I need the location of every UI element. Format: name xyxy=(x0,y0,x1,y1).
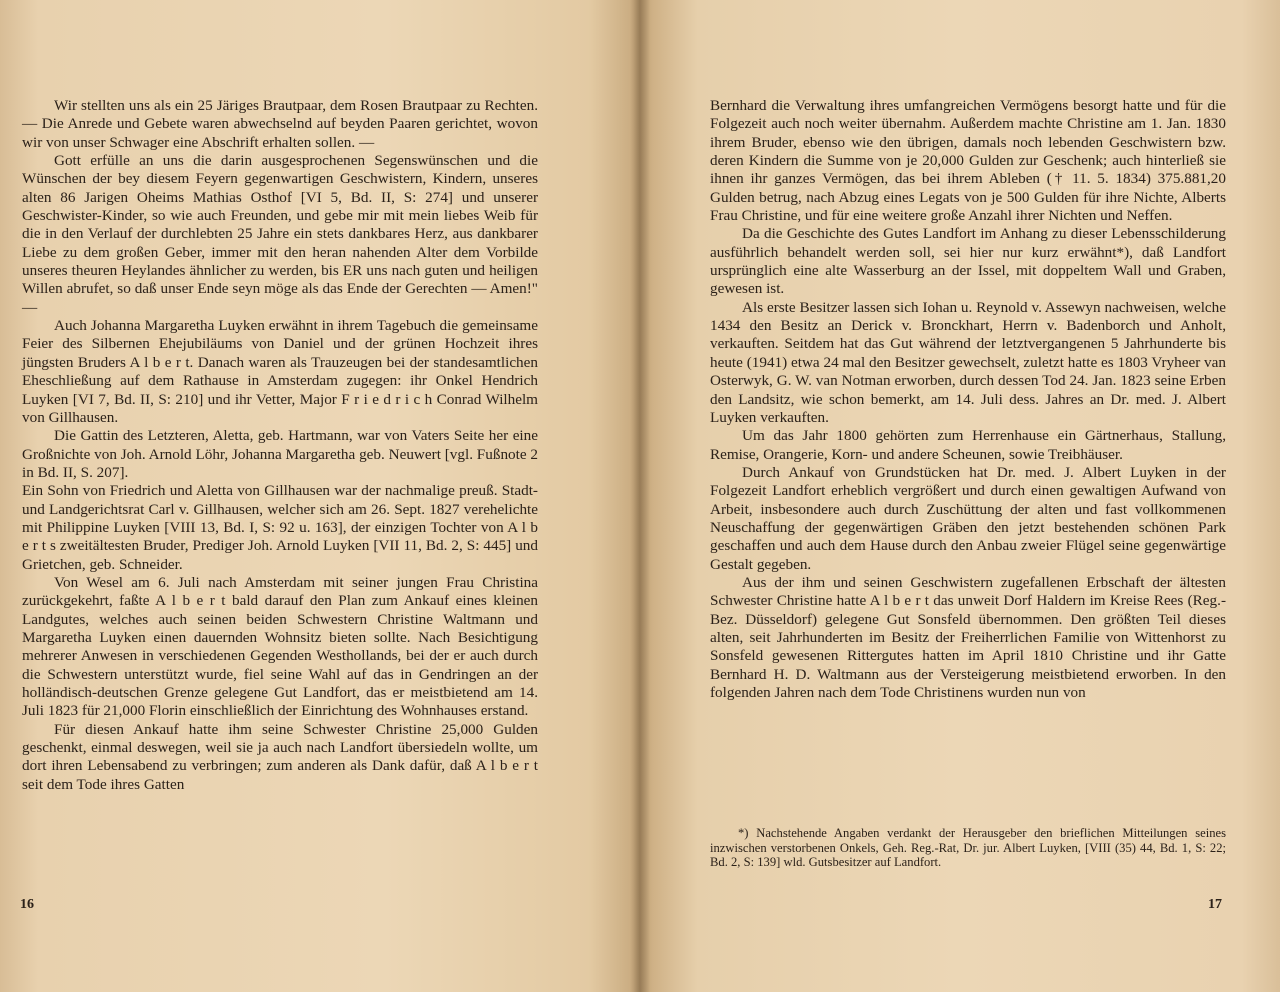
right-page-text xyxy=(710,97,1226,702)
paragraph: Ein Sohn von Friedrich und Aletta von Gillhausen war der nachmalige preuß. Stadt- und Landgerichtsrat Carl v. Gillhausen, welcher sich am 26. Sept. 1827 verehelichte mit Philippine Luyken [VIII 13, Bd. I, S: 92 u. 163], der einzigen Tochter von A l b e r t s zweitältesten Bruder, Prediger Joh. Arnold Luyken [VII 11, Bd. 2, S: 445] und Grietchen, geb. Schneider. xyxy=(22,482,538,573)
paragraph: Von Wesel am 6. Juli nach Amsterdam mit seiner jungen Frau Christina zurückgekehrt, faßte A l b e r t bald darauf den Plan zum Ankauf eines kleinen Landgutes, welches auch seinen beiden Schwestern Christine Waltmann und Margaretha Luyken einen dauernden Wohnsitz bieten sollte. Nach Besichtigung mehrerer Anwesen in verschiedenen Gegenden Westhollands, bei der er auch durch die Schwestern unterstützt wurde, fiel seine Wahl auf das in Gendringen an der holländisch-deutschen Grenze gelegene Gut Landfort, das er meistbietend am 14. Juli 1823 für 21,000 Florin einschließlich der Einrichtung des Wohnhauses erstand. xyxy=(22,573,538,720)
paragraph: Um das Jahr 1800 gehörten zum Herrenhause ein Gärtnerhaus, Stallung, Remise, Orangerie, Korn- und andere Scheunen, sowie Treibhäuser. xyxy=(710,427,1226,463)
paragraph: Aus der ihm und seinen Geschwistern zugefallenen Erbschaft der ältesten Schwester Christine hatte A l b e r t das unweit Dorf Haldern im Kreise Rees (Reg.-Bez. Düsseldorf) gelegene Gut Sonsfeld übernommen. Den größten Teil dieses alten, seit Jahrhunderten im Besitz der Freiherrlichen Familie von Wittenhorst zu Sonsfeld gewesenen Rittergutes hatten im April 1810 Christine und ihr Gatte Bernhard H. D. Waltmann aus der Versteigerung meistbietend erworben. In den folgenden Jahren nach dem Tode Christinens wurden nun von xyxy=(710,573,1226,701)
paragraph: Als erste Besitzer lassen sich Iohan u. Reynold v. Assewyn nachweisen, welche 1434 den Besitz an Derick v. Bronckhart, Herrn v. Badenborch und Anholt, verkauften. Seitdem hat das Gut während der letztvergangenen 5 Jahrhunderte bis heute (1941) etwa 24 mal den Besitzer gewechselt, zuletzt hatte es 1803 Vryheer van Osterwyk, G. W. van Notman erworben, durch dessen Tod 24. Jan. 1823 seine Erben den Landsitz, wie schon bemerkt, am 14. Juli dess. Jahres an Dr. med. J. Albert Luyken verkauften. xyxy=(710,298,1226,426)
paragraph: Durch Ankauf von Grundstücken hat Dr. med. J. Albert Luyken in der Folgezeit Landfort erheblich vergrößert und durch einen gewaltigen Aufwand von Arbeit, insbesondere auch durch Zuschüttung der alten und fast vollkommenen Neuschaffung der gegenwärtigen Gräben den jetzt bestehenden schönen Park geschaffen und auch dem Hause durch den Anbau zweier Flügel seine gegenwärtige Gestalt gegeben. xyxy=(710,463,1226,573)
paragraph: Auch Johanna Margaretha Luyken erwähnt in ihrem Tagebuch die gemeinsame Feier des Silbernen Ehejubiläums von Daniel und der grünen Hochzeit ihres jüngsten Bruders A l b e r t. Danach waren als Trauzeugen bei der standesamtlichen Eheschließung auf dem Rathause in Amsterdam zugegen: ihr Onkel Hendrich Luyken [VI 7, Bd. II, S: 210] und ihr Vetter, Major F r i e d r i c h Conrad Wilhelm von Gillhausen. xyxy=(22,317,538,426)
page-number: 16 xyxy=(20,897,34,912)
right-page xyxy=(640,0,1280,992)
paragraph: Die Gattin des Letzteren, Aletta, geb. Hartmann, war von Vaters Seite her eine Großnichte von Joh. Arnold Löhr, Johanna Margaretha geb. Neuwert [vgl. Fußnote 2 in Bd. II, S. 207]. xyxy=(22,427,538,481)
paragraph: Bernhard die Verwaltung ihres umfangreichen Vermögens besorgt hatte und für die Folgezeit auch noch weiter übernahm. Außerdem machte Christine am 1. Jan. 1830 ihrem Bruder, ebenso wie den übrigen, damals noch lebenden Geschwistern bzw. deren Kindern die Summe von je 20,000 Gulden zur Geschenk; auch hinterließ sie ihnen ihr ganzes Vermögen, das bei ihrem Ableben († 11. 5. 1834) 375.881,20 Gulden betrug, nach Abzug eines Legats von je 500 Gulden für ihre Nichte, Alberts Frau Christine, und für eine weitere große Anzahl ihrer Nichten und Neffen. xyxy=(710,97,1226,225)
footnote-text: *) Nachstehende Angaben verdankt der Herausgeber den brieflichen Mitteilungen seines inzwischen verstorbenen Onkels, Geh. Reg.-Rat, Dr. jur. Albert Luyken, [VIII (35) 44, Bd. 1, S: 22; Bd. 2, S: 139] wld. Gutsbesitzer auf Landfort. xyxy=(710,826,1226,870)
paragraph: Da die Geschichte des Gutes Landfort im Anhang zu dieser Lebensschilderung ausführlich behandelt werden soll, sei hier nur kurz erwähnt*), daß Landfort ursprünglich eine alte Wasserburg an der Issel, mit doppeltem Wall und Graben, gewesen ist. xyxy=(710,225,1226,298)
paragraph: Für diesen Ankauf hatte ihm seine Schwester Christine 25,000 Gulden geschenkt, einmal deswegen, weil sie ja auch nach Landfort übersiedeln wollte, um dort ihren Lebensabend zu verbringen; zum anderen als Dank dafür, daß A l b e r t seit dem Tode ihres Gatten xyxy=(22,720,538,793)
footnote xyxy=(710,826,1226,870)
page-number: 17 xyxy=(1208,897,1222,912)
paragraph: Wir stellten uns als ein 25 Järiges Brautpaar, dem Rosen Brautpaar zu Rechten. — Die Anrede und Gebete waren abwechselnd auf beyden Paaren gerichtet, wovon wir von unser Schwager eine Abschrift erhalten sollen. — xyxy=(22,97,538,151)
paragraph: Gott erfülle an uns die darin ausgesprochenen Segenswünschen und die Wünschen der bey diesem Feyern gegenwartigen Geschwistern, Kindern, unseres alten 86 Jarigen Oheims Mathias Osthof [VI 5, Bd. II, S: 274] und unserer Geschwister-Kinder, so wie auch Freunden, und gebe mir mit mein liebes Weib für die in den Verlauf der durchlebten 25 Jahre ein stets dankbares Herz, aus dankbarer Liebe zu dem großen Geber, immer mit den heran nahenden Alter dem Vorbilde unseres theuren Heylandes ähnlicher zu werden, bis ER uns nach guten und heiligen Willen abrufet, so daß unser Ende seyn möge als das Ende der Gerechten — Amen!" — xyxy=(22,152,538,316)
left-page-text xyxy=(22,97,538,794)
